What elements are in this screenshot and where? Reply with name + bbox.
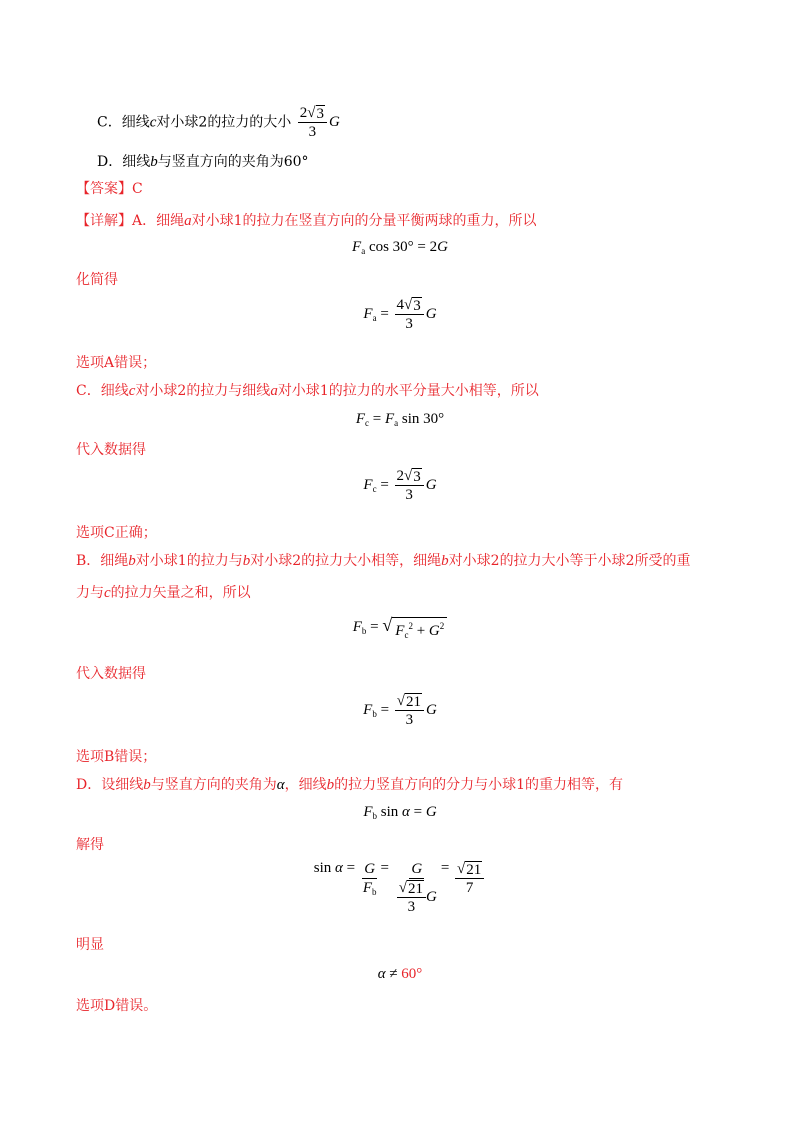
b-intro-var2: b [242, 553, 251, 569]
a-conclusion-text: 选项A错误； [76, 355, 157, 371]
eq5-F: F [352, 619, 362, 635]
eq4-F: F [363, 476, 373, 493]
option-c-var: c [149, 114, 157, 131]
eq7-G: G [425, 804, 437, 820]
eq2-num-rad: 3 [413, 298, 421, 314]
eq6-num-rad: 21 [406, 694, 422, 710]
eq6-F: F [363, 701, 373, 718]
equation-9 [0, 963, 800, 985]
c-intro-var1: c [128, 383, 136, 399]
eq1-G: G [437, 239, 448, 255]
substitute-1-text: 代入数据得 [76, 442, 146, 458]
eq8-f2-den-G: G [425, 888, 437, 905]
eq5-plus: + [416, 623, 426, 639]
equation-1 [0, 236, 800, 262]
frac-num-rad: 3 [316, 106, 324, 122]
detail-c-intro [0, 381, 800, 401]
solve-label: 解得 [76, 837, 104, 853]
b-intro-text2: 对小球 [135, 553, 178, 569]
eq1-sub: a [361, 246, 366, 256]
equation-7 [0, 801, 800, 827]
d-intro-alpha: α [276, 777, 285, 793]
eq3-F1: F [355, 411, 365, 427]
eq4-num-rad: 3 [413, 469, 421, 485]
eq8-eqsign-3: = [440, 860, 450, 876]
eq1-F: F [352, 239, 362, 255]
b-intro-num3: 2 [490, 553, 500, 569]
b-intro-num2: 2 [292, 553, 302, 569]
eq5-G: G [428, 623, 440, 639]
b-intro2-text2: 的拉力矢量之和，所以 [110, 585, 251, 601]
eq1-rest: cos 30° = 2 [368, 239, 438, 255]
eq7-eqsign: = [413, 804, 423, 820]
eq6-den: 3 [405, 712, 414, 728]
b-intro-var3: b [441, 553, 449, 569]
substitute-1 [0, 440, 800, 460]
detail-a-text: A．细绳 [132, 213, 185, 229]
detail-a-intro [0, 211, 800, 231]
c-conclusion-text: 选项C正确； [76, 525, 157, 541]
simplify-label: 化简得 [76, 272, 118, 288]
eq9-neq: ≠ [389, 966, 398, 982]
eq8-eqsign-1: = [346, 860, 356, 876]
equation-6: $F_b$ = √ 21 3 G [363, 693, 437, 728]
option-d [0, 152, 800, 172]
d-intro-num: 1 [516, 777, 526, 793]
eq8-eqsign-2: = [380, 860, 389, 876]
detail-d-intro [0, 775, 800, 795]
d-intro-text2: 与竖直方向的夹角为 [150, 777, 277, 793]
b-intro2-text: 力与 [76, 585, 104, 601]
eq3-rest: sin 30° [401, 411, 445, 427]
d-conclusion [0, 996, 800, 1016]
substitute-2 [0, 664, 800, 684]
substitute-2-text: 代入数据得 [76, 666, 146, 682]
d-intro-text: D．设细线 [76, 777, 144, 793]
b-intro-text6: 对小球 [448, 553, 491, 569]
eq2-F: F [363, 305, 373, 322]
c-intro-var2: a [270, 383, 278, 399]
answer-label: 【答案】 [76, 181, 132, 197]
eq8-res-rad: 21 [466, 862, 482, 878]
answer-value: C [132, 181, 143, 197]
option-c-text1: 对小球 [156, 114, 199, 131]
eq3-F2: F [384, 411, 395, 427]
option-d-prefix: D．细线 [97, 154, 151, 170]
b-intro-text: B．细绳 [76, 553, 129, 569]
eq7-F: F [363, 804, 373, 820]
option-c-num: 2 [198, 114, 208, 131]
eq8-f1-den-F: F [362, 880, 373, 896]
c-intro-text2: 对小球 [135, 383, 178, 399]
detail-a-text3: 的拉力在竖直方向的分量平衡两球的重力，所以 [242, 213, 537, 229]
b-intro-text4: 对小球 [250, 553, 293, 569]
eq7-sub: b [372, 811, 377, 821]
eq4-num-coef: 2 [396, 468, 405, 484]
d-conclusion-text: 选项D错误。 [76, 998, 158, 1014]
eq4-eqsign: = [380, 476, 389, 493]
eq5-sub2: c [404, 630, 409, 640]
d-intro-text4: 的拉力竖直方向的分力与小球 [334, 777, 517, 793]
eq4-G: G [425, 476, 437, 493]
equation-5: $F_b$ = √ $F_c^2 + G^2$ [0, 616, 800, 643]
option-c-prefix: C．细线 [97, 114, 150, 131]
b-intro-num4: 2 [625, 553, 635, 569]
c-intro-text3: 的拉力与细线 [186, 383, 271, 399]
eq5-F2: F [395, 623, 405, 639]
detail-a-var: a [184, 213, 192, 229]
b-conclusion-text: 选项B错误； [76, 749, 157, 765]
d-intro-text5: 的重力相等，有 [525, 777, 624, 793]
equation-2: $F_a$ = 4 √ 3 3 G [363, 297, 437, 332]
c-conclusion [0, 523, 800, 543]
option-c-text2: 的拉力的大小 [207, 114, 292, 131]
eq8-res-den: 7 [465, 880, 474, 896]
frac-den: 3 [308, 124, 317, 140]
eq4-sub: c [372, 483, 377, 494]
frac-num-coef: 2 [299, 105, 308, 121]
eq9-angle: 60° [401, 966, 423, 982]
c-intro-num1: 2 [177, 383, 187, 399]
eq4-den: 3 [405, 487, 413, 503]
eq8-sin: sin [313, 860, 332, 876]
eq5-sup2: 2 [408, 621, 413, 631]
eq5-sub: b [361, 626, 367, 636]
eq2-sub: a [372, 312, 377, 323]
b-intro-text7: 的拉力大小等于小球 [499, 553, 626, 569]
eq2-G: G [425, 305, 437, 322]
detail-a-text2: 对小球 [191, 213, 234, 229]
c-intro-num2: 1 [319, 383, 329, 399]
eq2-den: 3 [405, 316, 413, 332]
solve-text [0, 835, 800, 855]
option-d-angle: 60° [283, 154, 309, 170]
eq6-eqsign: = [380, 701, 390, 718]
eq8-f1-den-sub: b [372, 887, 377, 897]
d-intro-var2: b [326, 777, 335, 793]
equation-8: sin α = $\frac{G}{F_b}$ = G √ 21 3 G = √ 21 7 [0, 860, 800, 916]
answer-line [0, 179, 800, 199]
eq3-sub2: a [394, 418, 399, 428]
eq8-f2-den-rad: 21 [407, 881, 423, 897]
detail-b-intro-1 [0, 551, 800, 571]
eq6-sub: b [372, 708, 377, 719]
equation-4: $F_c$ = 2 √ 3 3 G [363, 468, 437, 503]
option-d-var: b [150, 154, 158, 170]
obvious-text [0, 935, 800, 955]
eq2-num-coef: 4 [396, 297, 405, 313]
eq5-supG: 2 [439, 621, 445, 631]
detail-label: 【详解】 [76, 213, 132, 229]
simplify-text [0, 270, 800, 290]
b-intro-text5: 的拉力大小相等，细绳 [301, 553, 442, 569]
eq8-f1-num: G [364, 861, 376, 877]
detail-b-intro-2 [0, 583, 800, 603]
eq3-sub1: c [365, 418, 369, 428]
eq8-alpha: α [335, 860, 343, 876]
d-intro-text3: ，细线 [284, 777, 327, 793]
b-intro2-var: c [104, 585, 111, 601]
eq7-alpha: α [402, 804, 410, 820]
b-intro-text3: 的拉力与 [186, 553, 243, 569]
option-d-text1: 与竖直方向的夹角为 [157, 154, 284, 170]
eq8-f2-den-den: 3 [407, 899, 416, 915]
b-intro-num1: 1 [177, 553, 187, 569]
eq7-rest: sin [380, 804, 399, 820]
eq3-eqsign: = [372, 411, 382, 427]
c-intro-text4: 对小球 [277, 383, 320, 399]
eq6-G: G [426, 701, 437, 718]
eq2-eqsign: = [380, 305, 389, 322]
c-intro-text: C．细线 [76, 383, 129, 399]
b-conclusion [0, 747, 800, 767]
equation-3 [0, 408, 800, 434]
eq8-f2-num: G [411, 861, 423, 877]
eq5-eqsign: = [370, 619, 379, 635]
eq9-alpha: α [377, 966, 386, 982]
option-c-fraction: 2 √ 3 3 G [299, 105, 340, 140]
d-intro-var1: b [143, 777, 151, 793]
obvious-label: 明显 [76, 937, 104, 953]
option-c [0, 104, 800, 141]
b-intro-text8: 所受的重 [634, 553, 691, 569]
option-c-unit: G [329, 113, 340, 130]
detail-a-num: 1 [233, 213, 243, 229]
b-intro-var1: b [128, 553, 136, 569]
c-intro-text5: 的拉力的水平分量大小相等，所以 [328, 383, 539, 399]
a-conclusion [0, 353, 800, 373]
